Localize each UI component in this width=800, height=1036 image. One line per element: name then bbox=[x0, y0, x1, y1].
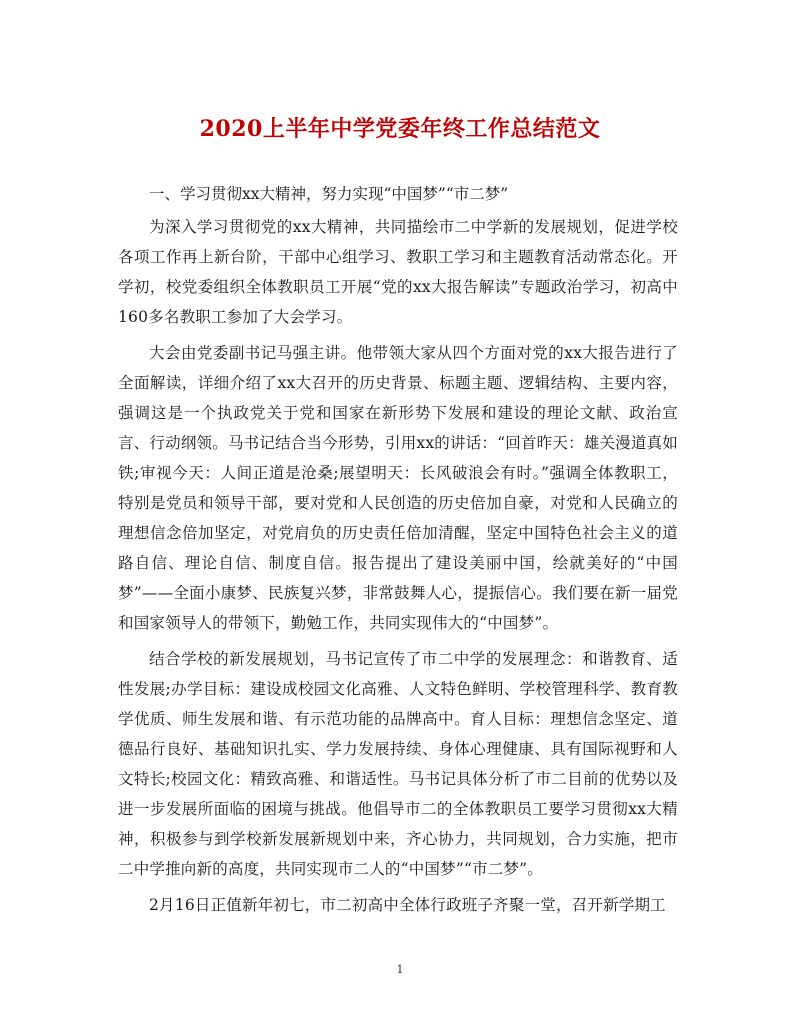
section-heading: 一、学习贯彻xx大精神，努力实现“中国梦”“市二梦” bbox=[149, 185, 509, 203]
paragraph-1: 为深入学习贯彻党的xx大精神，共同描绘市二中学新的发展规划，促进学校各项工作再上新台阶，干部中心组学习、教职工学习和主题教育活动常态化。开学初，校党委组织全体教职员工开展“党的xx大报告解读”专题政治学习，初高中160多名教职工参加了大会学习。 bbox=[118, 218, 678, 326]
paragraph-4: 2月16日正值新年初七，市二初高中全体行政班子齐聚一堂，召开新学期工 bbox=[149, 896, 666, 914]
page-number: 1 bbox=[396, 963, 404, 976]
paragraph-3: 结合学校的新发展规划，马书记宣传了市二中学的发展理念：和谐教育、适性发展;办学目标：建设成校园文化高雅、人文特色鲜明、学校管理科学、教育教学优质、师生发展和谐、有示范功能的品牌高中。育人目标：理想信念坚定、道德品行良好、基础知识扎实、学力发展持续、身体心理健康、具有国际视野和人文特长;校园文化：精致高雅、和谐适性。马书记具体分析了市二目前的优势以及进一步发展所面临的困境与挑战。他倡导市二的全体教职员工要学习贯彻xx大精神，积极参与到学校新发展新规划中来，齐心协力，共同规划，合力实施，把市二中学推向新的高度，共同实现市二人的“中国梦”“市二梦”。 bbox=[118, 650, 678, 878]
document-body bbox=[118, 182, 678, 926]
paragraph-2: 大会由党委副书记马强主讲。他带领大家从四个方面对党的xx大报告进行了全面解读，详细介绍了xx大召开的历史背景、标题主题、逻辑结构、主要内容，强调这是一个执政党关于党和国家在新形势下发展和建设的理论文献、政治宣言、行动纲领。马书记结合当今形势，引用xx的讲话：“回首昨天：雄关漫道真如铁;审视今天：人间正道是沧桑;展望明天：长风破浪会有时。”强调全体教职工，特别是党员和领导干部，要对党和人民创造的历史倍加自豪，对党和人民确立的理想信念倍加坚定，对党肩负的历史责任倍加清醒，坚定中国特色社会主义的道路自信、理论自信、制度自信。报告提出了建设美丽中国，绘就美好的“中国梦”——全面小康梦、民族复兴梦，非常鼓舞人心，提振信心。我们要在新一届党和国家领导人的带领下，勤勉工作，共同实现伟大的“中国梦”。 bbox=[118, 344, 678, 632]
document-title: 2020上半年中学党委年终工作总结范文 bbox=[199, 116, 601, 142]
